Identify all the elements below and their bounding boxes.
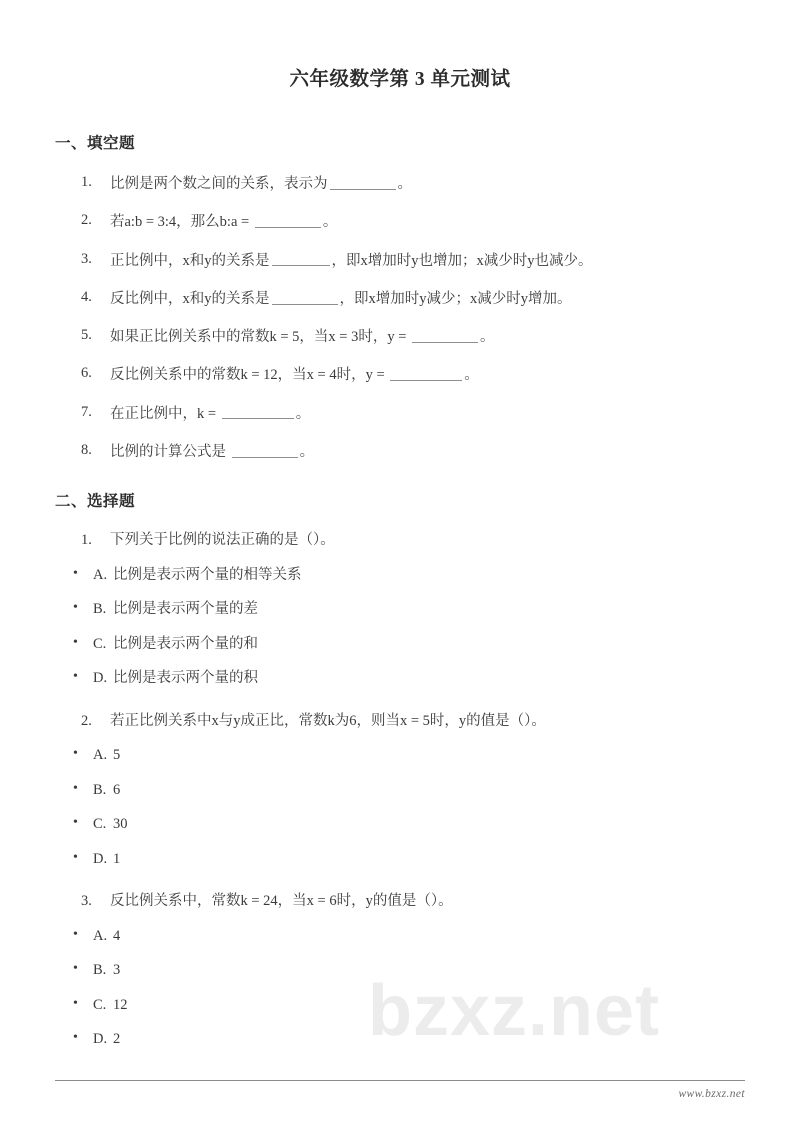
page-title: 六年级数学第 3 单元测试 [289, 69, 511, 90]
multiple-choice-stem [55, 533, 745, 548]
choice-text: 30 [113, 816, 128, 833]
question-text: 比例的计算公式是 [110, 443, 230, 460]
fill-in-blank-item [55, 443, 745, 459]
fill-in-blank-item [55, 252, 745, 268]
multiple-choice-block [55, 533, 745, 692]
question-text: 正比例中，x和y的关系是 [110, 252, 270, 269]
answer-blank[interactable] [390, 366, 462, 381]
choice-text: 5 [113, 747, 121, 764]
question-text-suffix: 。 [295, 405, 311, 422]
choice-letter: C. [93, 996, 107, 1013]
fill-in-blank-item [55, 175, 745, 191]
answer-blank[interactable] [272, 252, 330, 267]
question-text-suffix: ，即x增加时y减少；x减少时y增加。 [339, 290, 572, 307]
choice-option-c[interactable] [55, 998, 745, 1013]
choice-option-b[interactable] [55, 602, 745, 617]
question-number: 4. [81, 288, 92, 305]
question-text: 反比例关系中，常数k = 24，当x = 6时，y的值是（）。 [110, 893, 453, 910]
section-heading-multiple-choice: 二、选择题 [55, 493, 136, 511]
block-spacer [55, 866, 745, 872]
fill-in-blank-item [55, 328, 745, 344]
choice-option-a[interactable] [55, 748, 745, 763]
question-number: 1. [81, 532, 92, 549]
question-number: 2. [81, 712, 92, 729]
question-text: 反比例中，x和y的关系是 [110, 290, 270, 307]
choice-letter: D. [93, 1031, 108, 1048]
choice-letter: A. [93, 747, 108, 764]
question-text: 比例是两个数之间的关系，表示为 [110, 175, 328, 192]
choice-list [55, 568, 745, 686]
answer-blank[interactable] [222, 405, 294, 420]
multiple-choice-stem [55, 894, 745, 909]
fill-in-blank-item [55, 213, 745, 229]
choice-letter: D. [93, 670, 108, 687]
choice-text: 6 [113, 781, 121, 798]
question-text: 若正比例关系中x与y成正比，常数k为6，则当x = 5时，y的值是（）。 [110, 712, 546, 729]
question-number: 2. [81, 212, 92, 229]
question-text: 若a:b = 3:4，那么b:a = [110, 214, 253, 231]
choice-option-d[interactable] [55, 852, 745, 867]
question-number: 7. [81, 403, 92, 420]
answer-blank[interactable] [255, 213, 321, 228]
page-footer [55, 1080, 745, 1100]
choice-option-c[interactable] [55, 817, 745, 832]
choice-letter: A. [93, 927, 108, 944]
question-text: 反比例关系中的常数k = 12，当x = 4时，y = [110, 367, 389, 384]
choice-text: 比例是表示两个量的和 [113, 635, 258, 652]
answer-blank[interactable] [330, 175, 396, 190]
watermark: bzxz.net [368, 971, 661, 1051]
question-text-suffix: 。 [322, 214, 338, 231]
multiple-choice-stem [55, 714, 745, 729]
choice-letter: B. [93, 781, 107, 798]
fill-in-blank-item [55, 290, 745, 306]
choice-option-a[interactable] [55, 568, 745, 583]
choice-text: 比例是表示两个量的积 [113, 670, 258, 687]
question-text-suffix: 。 [397, 175, 412, 192]
section-heading-fill-in-blank: 一、填空题 [55, 135, 136, 152]
choice-option-c[interactable] [55, 637, 745, 652]
question-number: 3. [81, 893, 92, 910]
choice-text: 3 [113, 962, 121, 979]
answer-blank[interactable] [232, 443, 298, 458]
choice-letter: B. [93, 601, 107, 618]
question-number: 5. [81, 327, 92, 344]
choice-text: 2 [113, 1031, 121, 1048]
choice-option-d[interactable] [55, 671, 745, 686]
choice-text: 4 [113, 927, 121, 944]
choice-option-d[interactable] [55, 1032, 745, 1047]
choice-option-a[interactable] [55, 929, 745, 944]
multiple-choice-block [55, 714, 745, 873]
choice-list [55, 748, 745, 866]
question-text: 如果正比例关系中的常数k = 5，当x = 3时，y = [110, 328, 411, 345]
fill-in-blank-question-list [55, 175, 745, 459]
multiple-choice-block [55, 894, 745, 1053]
choice-letter: C. [93, 635, 107, 652]
question-text: 下列关于比例的说法正确的是（）。 [110, 532, 335, 549]
choice-option-b[interactable] [55, 783, 745, 798]
choice-text: 比例是表示两个量的相等关系 [113, 566, 302, 583]
fill-in-blank-item [55, 405, 745, 421]
question-number: 3. [81, 250, 92, 267]
choice-letter: B. [93, 962, 107, 979]
choice-text: 比例是表示两个量的差 [113, 601, 258, 618]
answer-blank[interactable] [412, 328, 478, 343]
question-text-suffix: 。 [299, 443, 315, 460]
choice-letter: C. [93, 816, 107, 833]
question-text-suffix: 。 [480, 328, 495, 345]
choice-option-b[interactable] [55, 963, 745, 978]
footer-url: www.bzxz.net [678, 1088, 745, 1100]
choice-letter: D. [93, 850, 108, 867]
question-text: 在正比例中，k = [110, 405, 220, 422]
block-spacer [55, 686, 745, 692]
question-number: 1. [81, 174, 92, 190]
block-spacer [55, 1047, 745, 1053]
multiple-choice-question-list [55, 533, 745, 1053]
fill-in-blank-item [55, 366, 745, 382]
question-text-suffix: 。 [464, 367, 479, 384]
choice-letter: A. [93, 566, 108, 583]
choice-text: 12 [113, 996, 128, 1013]
choice-text: 1 [113, 850, 121, 867]
question-text-suffix: ，即x增加时y也增加；x减少时y也减少。 [331, 252, 593, 269]
question-number: 6. [81, 365, 92, 382]
answer-blank[interactable] [272, 290, 338, 305]
choice-list [55, 927, 745, 1051]
question-number: 8. [81, 441, 92, 458]
